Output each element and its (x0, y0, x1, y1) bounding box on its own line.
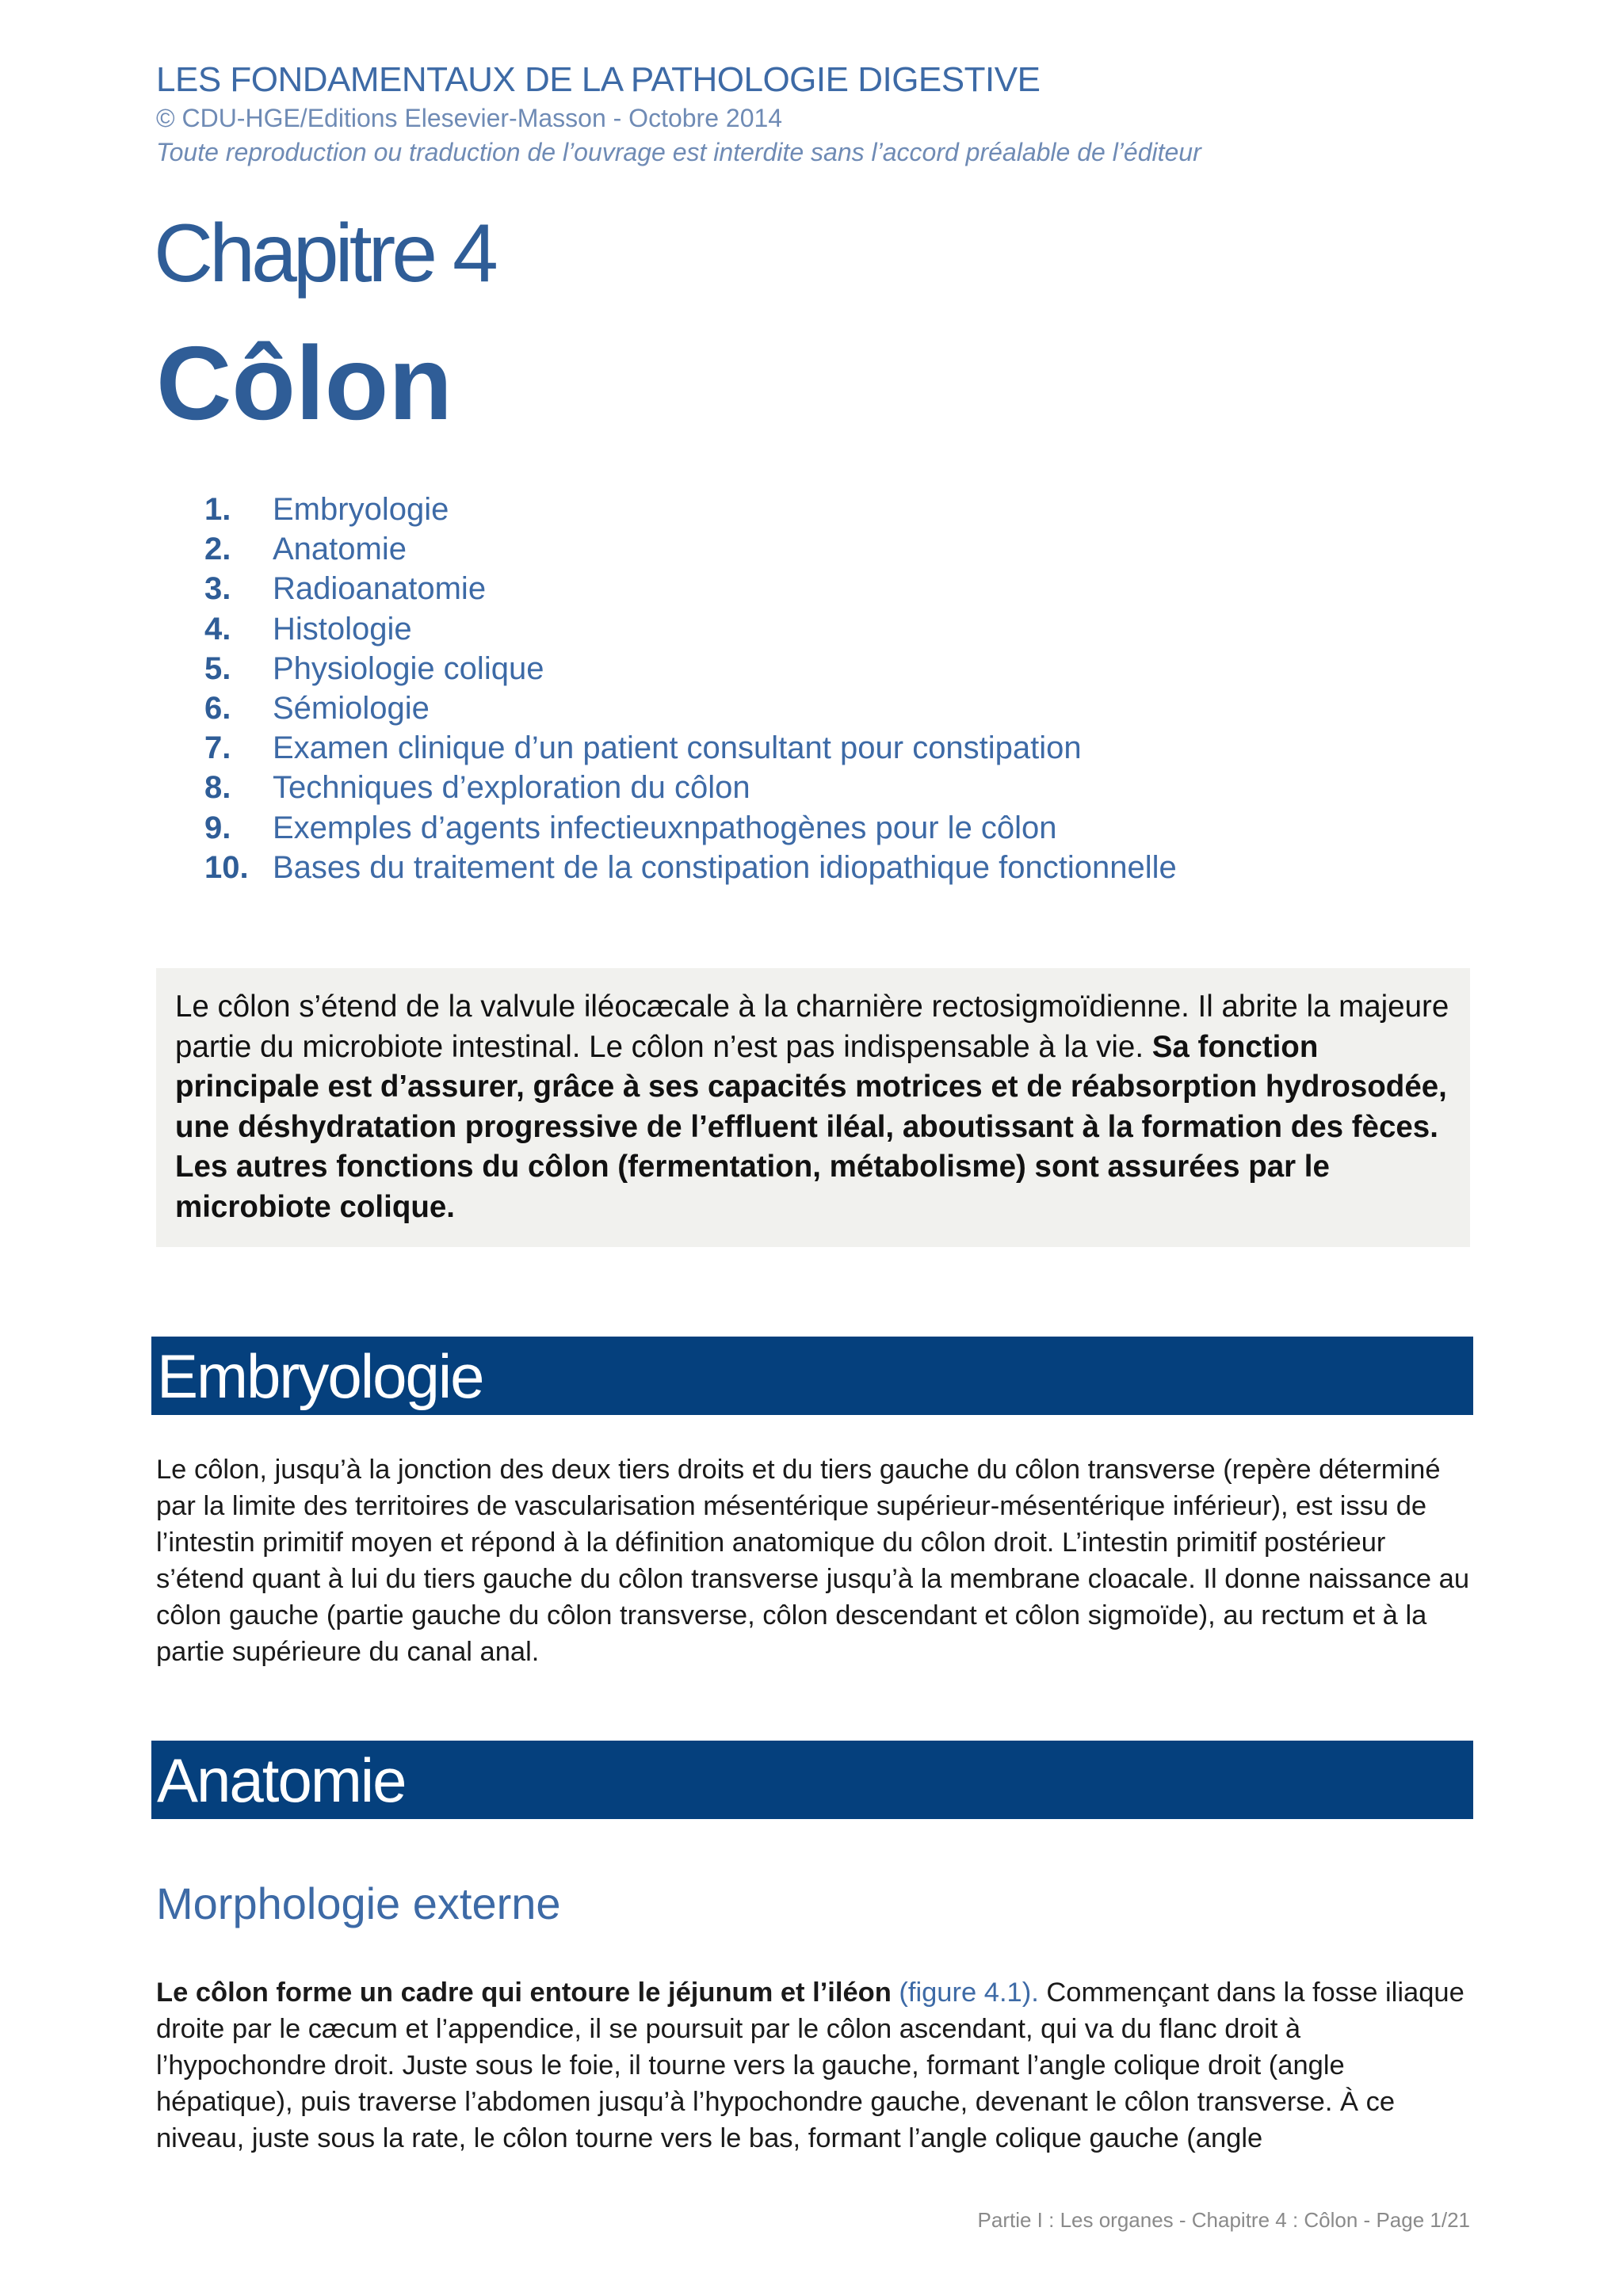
toc-label: Anatomie (273, 532, 407, 567)
toc-label: Embryologie (273, 492, 449, 527)
toc-item[interactable] (204, 529, 1177, 569)
intro-summary-box (156, 968, 1470, 1247)
toc-label: Bases du traitement de la constipation idiopathique fonctionnelle (273, 849, 1177, 885)
toc-number: 10. (204, 849, 249, 885)
toc-item[interactable] (204, 848, 1177, 887)
section-header-anatomie (151, 1741, 1473, 1819)
toc-label: Sémiologie (273, 690, 430, 726)
toc-item[interactable] (204, 649, 1177, 688)
book-title: LES FONDAMENTAUX DE LA PATHOLOGIE DIGESTIVE (156, 60, 1041, 99)
page-footer: Partie I : Les organes - Chapitre 4 : Côlon - Page 1/21 (977, 2208, 1470, 2232)
intro-plain-text: Le côlon s’étend de la valvule iléocæcale à la charnière rectosigmoïdienne. Il abrite la majeure partie du microbiote intestinal. Le côlon n’est pas indispensable à la vie. (175, 990, 1449, 1064)
toc-number: 3. (204, 571, 231, 607)
chapter-title: Côlon (156, 325, 453, 441)
section-title: Anatomie (157, 1745, 406, 1815)
intro-summary-text (175, 987, 1462, 1227)
section-header-embryologie (151, 1337, 1473, 1415)
toc-label: Histologie (273, 611, 412, 646)
copyright-line: © CDU-HGE/Editions Elesevier-Masson - Octobre 2014 (156, 104, 783, 132)
toc-label: Examen clinique d’un patient consultant pour constipation (273, 730, 1082, 766)
subsection-title: Morphologie externe (156, 1878, 561, 1928)
toc-number: 7. (204, 730, 231, 766)
anatomie-bold-lead: Le côlon forme un cadre qui entoure le jéjunum et l’iléon (156, 1978, 892, 2008)
toc-number: 4. (204, 611, 231, 646)
toc-number: 1. (204, 492, 231, 527)
toc-number: 8. (204, 770, 231, 806)
reproduction-notice: Toute reproduction ou traduction de l’ouvrage est interdite sans l’accord préalable de l’éditeur (156, 138, 1201, 166)
toc-number: 6. (204, 690, 231, 726)
toc-number: 2. (204, 532, 231, 567)
table-of-contents (204, 490, 1177, 887)
toc-item[interactable] (204, 490, 1177, 529)
toc-label: Radioanatomie (273, 571, 487, 607)
embryologie-paragraph: Le côlon, jusqu’à la jonction des deux tiers droits et du tiers gauche du côlon transverse (repère déterminé par la limite des territoires de vascularisation mésentérique supérieur-mésentérique inférieur), est issu de l’intestin primitif moyen et répond à la définition anatomique du côlon droit. L’intestin primitif postérieur s’étend quant à lui du tiers gauche du côlon transverse jusqu’à la membrane cloacale. Il donne naissance au côlon gauche (partie gauche du côlon transverse, côlon descendant et côlon sigmoïde), au rectum et à la partie supérieure du canal anal. (156, 1455, 1470, 1667)
anatomie-paragraph (156, 1974, 1470, 2157)
toc-item[interactable] (204, 569, 1177, 608)
chapter-number: Chapitre 4 (154, 208, 495, 299)
intro-bold-text: Sa fonction principale est d’assurer, grâce à ses capacités motrices et de réabsorption hydrosodée, une déshydratation progressive de l’effluent iléal, aboutissant à la formation des fèces. Les autres fonctions du côlon (fermentation, métabolisme) sont assurées par le microbiote colique. (175, 1029, 1447, 1224)
toc-number: 5. (204, 650, 231, 686)
section-title: Embryologie (157, 1341, 483, 1411)
toc-item[interactable] (204, 728, 1177, 768)
toc-item[interactable] (204, 609, 1177, 649)
toc-label: Physiologie colique (273, 650, 544, 686)
toc-number: 9. (204, 810, 231, 845)
toc-item[interactable] (204, 808, 1177, 848)
toc-item[interactable] (204, 688, 1177, 728)
anatomie-text: Commençant dans la fosse iliaque droite par le cæcum et l’appendice, il se poursuit par le côlon ascendant, qui va du flanc droit à l’hypochondre droit. Juste sous le foie, il tourne vers la gauche, formant l’angle colique droit (angle hépatique), puis traverse l’abdomen jusqu’à l’hypochondre gauche, devenant le côlon transverse. À ce niveau, juste sous la rate, le côlon tourne vers le bas, formant l’angle colique gauche (angle (156, 1978, 1465, 2153)
toc-label: Techniques d’exploration du côlon (273, 770, 750, 806)
toc-item[interactable] (204, 768, 1177, 807)
toc-label: Exemples d’agents infectieuxnpathogènes pour le côlon (273, 810, 1057, 845)
figure-reference-link[interactable]: (figure 4.1). (891, 1978, 1039, 2008)
